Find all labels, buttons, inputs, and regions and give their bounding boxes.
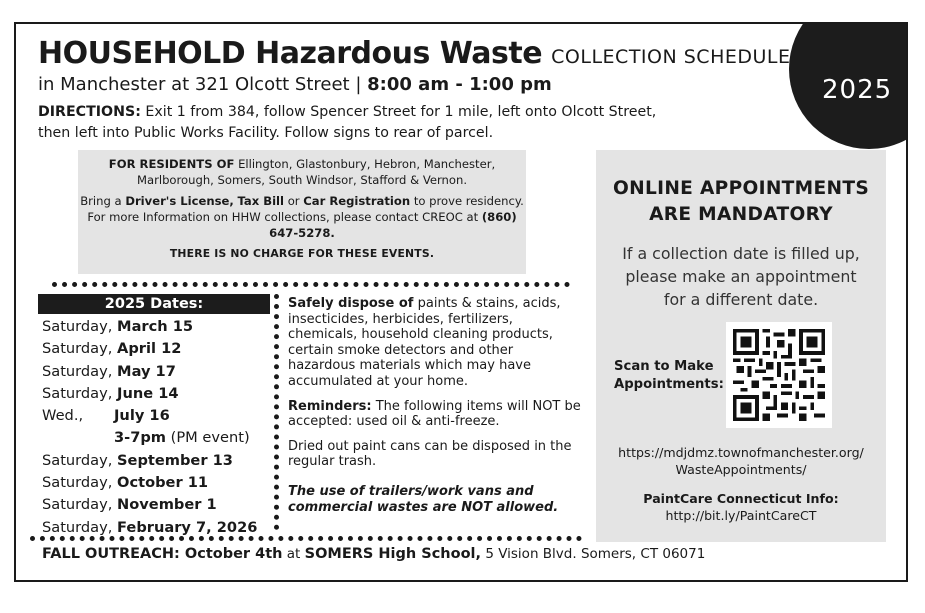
date-value: July 16 [114,407,170,425]
reminders-label: Reminders: [288,398,372,414]
date-value: April 12 [117,340,182,358]
date-value: June 14 [117,384,179,402]
appointments-panel [596,150,886,542]
date-day: Saturday, [42,474,113,492]
reminders-text: The following items will NOT be accepted: used oil & anti-freeze. [288,398,581,430]
list-item [42,383,282,405]
doc-car-registration: Car Registration [303,194,411,208]
list-item [42,405,282,427]
residents-label: FOR RESIDENTS OF [108,157,235,171]
appointments-title-line1: ONLINE APPOINTMENTS [612,178,870,199]
list-item [42,450,282,472]
paintcare-url[interactable]: http://bit.ly/PaintCareCT [665,508,817,523]
appointments-text-line3: for a different date. [663,290,819,309]
appointments-title [596,176,886,228]
hours-text: 8:00 am - 1:00 pm [367,74,552,95]
residents-box [78,150,526,274]
directions-text: Exit 1 from 384, follow Spencer Street for 1 mile, left onto Olcott Street, then left into Public Works Facility. Follow signs to rear of parcel. [38,104,657,141]
appointments-text-line2: please make an appointment [625,267,857,286]
date-value: September 13 [117,451,233,469]
dates-list [42,316,282,539]
year-badge [789,22,908,149]
year-text: 2025 [822,75,893,105]
phone-number: (860) 647-5278. [269,210,517,240]
bring-prefix: Bring a [80,194,122,208]
date-day: Saturday, [42,340,113,358]
no-charge-notice: THERE IS NO CHARGE FOR THESE EVENTS. [169,247,435,260]
directions [38,102,678,144]
directions-label: DIRECTIONS: [38,104,141,120]
fall-outreach-label: FALL OUTREACH: October 4th [42,546,283,562]
doc-or: or [287,194,300,208]
warning-paragraph: The use of trailers/work vans and commercial wastes are NOT allowed. [288,483,559,515]
bring-suffix: to prove residency. For more Information on HHW collections, please contact CREOC at [87,194,524,224]
appointments-url-line2[interactable]: WasteAppointments/ [675,462,807,477]
date-day: Saturday, [42,318,113,335]
date-note: (PM event) [170,429,250,447]
appointments-url[interactable] [596,444,886,478]
list-item [42,472,282,494]
title-main: HOUSEHOLD Hazardous Waste [38,36,543,71]
flyer [14,22,908,582]
fall-outreach-address: 5 Vision Blvd. Somers, CT 06071 [485,546,706,562]
location-text: in Manchester at 321 Olcott Street | [38,74,362,95]
date-value: February 7, 2026 [117,518,258,536]
doc-tax-bill: Tax Bill [237,194,284,208]
location-line [38,74,552,95]
list-item [42,517,282,539]
date-value: March 15 [117,318,194,335]
fall-outreach-at: at [286,546,301,562]
date-day: Saturday, [42,451,113,469]
doc-drivers-license: Driver's License, [125,194,234,208]
list-item [42,361,282,383]
list-item [42,338,282,360]
scan-label: Scan to Make Appointments: [614,359,724,392]
list-item [42,316,282,338]
dispose-paragraph [288,296,584,390]
date-day: Saturday, [42,496,113,514]
qr-code-icon[interactable] [726,322,832,428]
date-day: Saturday, [42,384,113,402]
appointments-url-line1[interactable]: https://mdjdmz.townofmanchester.org/ [618,445,864,460]
fall-outreach-school: SOMERS High School, [304,546,482,562]
reminders-paragraph [288,399,584,430]
list-item [42,494,282,516]
appointments-title-line2: ARE MANDATORY [649,204,833,225]
date-value: 3-7pm [114,429,167,447]
date-value: October 11 [117,474,209,492]
residents-towns: Ellington, Glastonbury, Hebron, Manchester, Marlborough, Somers, South Windsor, Stafford & Vernon. [136,157,496,187]
date-value: May 17 [117,362,176,380]
paintcare-title: PaintCare Connecticut Info: [643,491,839,506]
paint-cans-paragraph: Dried out paint cans can be disposed in the regular trash. [288,438,572,470]
dotted-divider-top [52,282,570,287]
dates-header: 2025 Dates: [38,294,270,314]
date-day: Wed., [42,407,84,425]
title-sub: COLLECTION SCHEDULE [551,46,791,68]
date-day: Saturday, [42,518,113,536]
list-item [42,427,282,449]
dispose-label: Safely dispose of [288,296,414,311]
date-value: November 1 [117,496,217,514]
page-title [38,36,790,71]
dispose-text: paints & stains, acids, insecticides, herbicides, fertilizers, chemicals, household cleaning products, certain smoke detectors and other hazardous materials which may have accumulated at your home. [288,296,561,389]
appointments-text [596,242,886,311]
appointments-text-line1: If a collection date is filled up, [622,244,860,263]
date-day: Saturday, [42,362,113,380]
info-column [288,296,584,524]
fall-outreach [42,546,705,562]
